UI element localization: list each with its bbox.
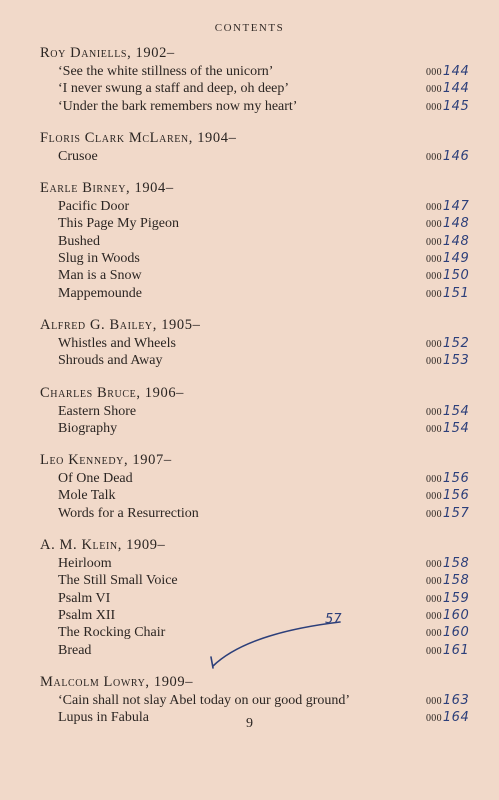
- handwritten-page-number: 164: [442, 710, 470, 726]
- poem-title: Shrouds and Away: [58, 353, 163, 369]
- poem-title: Pacific Door: [58, 199, 130, 215]
- poem-title: Psalm XII: [58, 607, 116, 623]
- page-reference: [426, 624, 469, 642]
- printed-page-placeholder: 000: [426, 559, 442, 571]
- page-number: 9: [246, 716, 253, 731]
- printed-page-placeholder: 000: [426, 271, 442, 283]
- page-reference: [426, 607, 469, 625]
- poem-title: Mappemounde: [58, 285, 142, 301]
- toc-entry: [40, 335, 485, 352]
- poem-title: ‘Cain shall not slay Abel today on our good ground’: [58, 692, 351, 708]
- printed-page-placeholder: 000: [426, 423, 442, 435]
- handwritten-page-number: 159: [442, 590, 470, 606]
- poem-title: The Rocking Chair: [58, 625, 166, 641]
- toc-section: [40, 384, 485, 438]
- handwritten-page-number: 161: [442, 642, 470, 658]
- printed-page-placeholder: 000: [426, 67, 442, 78]
- printed-page-placeholder: 000: [426, 254, 442, 266]
- page-reference: [426, 692, 469, 710]
- printed-page-placeholder: 000: [426, 645, 442, 657]
- page-reference: [426, 80, 469, 98]
- printed-page-placeholder: 000: [426, 593, 442, 605]
- page-reference: [426, 555, 469, 573]
- handwritten-page-number: 160: [442, 607, 470, 623]
- page-reference: [426, 250, 469, 268]
- handwritten-page-number: 158: [442, 573, 470, 589]
- table-of-contents: [40, 44, 485, 740]
- poem-title: ‘Under the bark remembers now my heart’: [58, 98, 298, 114]
- handwritten-page-number: 148: [442, 216, 470, 232]
- handwritten-page-number: 152: [442, 335, 470, 351]
- handwritten-page-number: 147: [442, 199, 470, 215]
- printed-page-placeholder: 000: [426, 406, 442, 418]
- printed-page-placeholder: 000: [426, 202, 442, 214]
- printed-page-placeholder: 000: [426, 288, 442, 300]
- toc-entry: [40, 352, 485, 369]
- toc-entry: [40, 624, 485, 641]
- page-reference: [426, 267, 469, 285]
- toc-entry: [40, 692, 485, 709]
- author-heading: Alfred G. Bailey, 1905–: [40, 316, 201, 333]
- toc-entry: [40, 555, 485, 572]
- handwritten-page-number: 144: [442, 81, 470, 97]
- toc-entry: [40, 487, 485, 504]
- page-reference: [426, 403, 469, 421]
- printed-page-placeholder: 000: [426, 491, 442, 503]
- poem-title: Crusoe: [58, 148, 98, 164]
- poem-title: ‘See the white stillness of the unicorn’: [58, 64, 274, 79]
- page-reference: [426, 487, 469, 505]
- handwritten-page-number: 150: [442, 268, 470, 284]
- handwritten-page-number: 151: [442, 285, 470, 301]
- toc-entry: [40, 233, 485, 250]
- author-heading: Earle Birney, 1904–: [40, 180, 174, 197]
- printed-page-placeholder: 000: [426, 695, 442, 707]
- printed-page-placeholder: 000: [426, 84, 442, 96]
- poem-title: Words for a Resurrection: [58, 505, 199, 521]
- author-heading: Leo Kennedy, 1907–: [40, 452, 172, 469]
- page-reference: [426, 572, 469, 590]
- poem-title: Mole Talk: [58, 488, 116, 504]
- poem-title: Bushed: [58, 233, 100, 249]
- author-heading: A. M. Klein, 1909–: [40, 537, 166, 554]
- handwritten-page-number: 157: [442, 505, 470, 521]
- toc-entry: [40, 505, 485, 522]
- toc-entry: [40, 420, 485, 437]
- toc-entry: [40, 590, 485, 607]
- author-heading: Floris Clark McLaren, 1904–: [40, 129, 237, 146]
- poem-title: Eastern Shore: [58, 403, 137, 419]
- page-reference: [426, 590, 469, 608]
- poem-title: Psalm VI: [58, 590, 111, 606]
- handwritten-page-number: 146: [442, 148, 470, 164]
- poem-title: Slug in Woods: [58, 251, 140, 267]
- handwritten-page-number: 156: [442, 471, 470, 487]
- page-reference: [426, 505, 469, 523]
- page-reference: [426, 335, 469, 353]
- page-reference: [426, 352, 469, 370]
- handwritten-page-number: 149: [442, 251, 470, 267]
- printed-page-placeholder: 000: [426, 628, 442, 640]
- poem-title: ‘I never swung a staff and deep, oh deep’: [58, 81, 290, 97]
- printed-page-placeholder: 000: [426, 236, 442, 248]
- author-heading: Charles Bruce, 1906–: [40, 384, 185, 401]
- toc-entry: [40, 572, 485, 589]
- page-reference: [426, 233, 469, 251]
- toc-entry: [40, 148, 485, 165]
- handwritten-page-number: 158: [442, 556, 470, 572]
- toc-entry: [40, 470, 485, 487]
- page-reference: [426, 148, 469, 166]
- handwritten-page-number: 154: [442, 403, 470, 419]
- page-reference: [426, 470, 469, 488]
- page-reference: [426, 285, 469, 303]
- printed-page-placeholder: 000: [426, 474, 442, 486]
- printed-page-placeholder: 000: [426, 219, 442, 231]
- printed-page-placeholder: 000: [426, 151, 442, 163]
- handwritten-page-number: 154: [442, 420, 470, 436]
- poem-title: Lupus in Fabula: [58, 710, 149, 726]
- printed-page-placeholder: 000: [426, 610, 442, 622]
- handwritten-annotation-text: 57: [325, 612, 342, 627]
- poem-title: Bread: [58, 642, 92, 658]
- page-reference: [426, 642, 469, 660]
- printed-page-placeholder: 000: [426, 338, 442, 350]
- poem-title: Of One Dead: [58, 471, 133, 487]
- poem-title: Whistles and Wheels: [58, 335, 176, 351]
- toc-section: [40, 536, 485, 659]
- toc-entry: [40, 285, 485, 302]
- page-reference: [426, 420, 469, 438]
- poem-title: Biography: [58, 420, 118, 436]
- printed-page-placeholder: 000: [426, 101, 442, 113]
- printed-page-placeholder: 000: [426, 713, 442, 725]
- toc-entry: [40, 80, 485, 97]
- handwritten-page-number: 148: [442, 233, 470, 249]
- toc-entry: [40, 267, 485, 284]
- handwritten-page-number: 145: [442, 98, 470, 114]
- toc-section: [40, 451, 485, 522]
- handwritten-page-number: 163: [442, 692, 470, 708]
- page-reference: [426, 215, 469, 233]
- handwritten-page-number: 153: [442, 353, 470, 369]
- poem-title: This Page My Pigeon: [58, 216, 179, 232]
- page-reference: [426, 98, 469, 116]
- toc-entry: [40, 215, 485, 232]
- printed-page-placeholder: 000: [426, 356, 442, 368]
- poem-title: The Still Small Voice: [58, 573, 178, 589]
- page-title: CONTENTS: [214, 22, 285, 34]
- page-reference: [426, 198, 469, 216]
- toc-entry: [40, 63, 485, 80]
- author-heading: Malcolm Lowry, 1909–: [40, 673, 194, 690]
- toc-entry: [40, 403, 485, 420]
- toc-entry: [40, 250, 485, 267]
- toc-entry: [40, 98, 485, 115]
- toc-section: [40, 129, 485, 165]
- toc-section: [40, 179, 485, 302]
- toc-section: [40, 316, 485, 370]
- handwritten-page-number: 144: [442, 64, 470, 79]
- handwritten-page-number: 160: [442, 625, 470, 641]
- toc-entry: [40, 607, 485, 624]
- poem-title: Man is a Snow: [58, 268, 142, 284]
- poem-title: Heirloom: [58, 556, 112, 572]
- handwritten-page-number: 156: [442, 488, 470, 504]
- page-reference: [426, 63, 469, 81]
- printed-page-placeholder: 000: [426, 508, 442, 520]
- toc-section: [40, 44, 485, 115]
- author-heading: Roy Daniells, 1902–: [40, 45, 175, 61]
- toc-entry: [40, 198, 485, 215]
- printed-page-placeholder: 000: [426, 576, 442, 588]
- toc-entry: [40, 642, 485, 659]
